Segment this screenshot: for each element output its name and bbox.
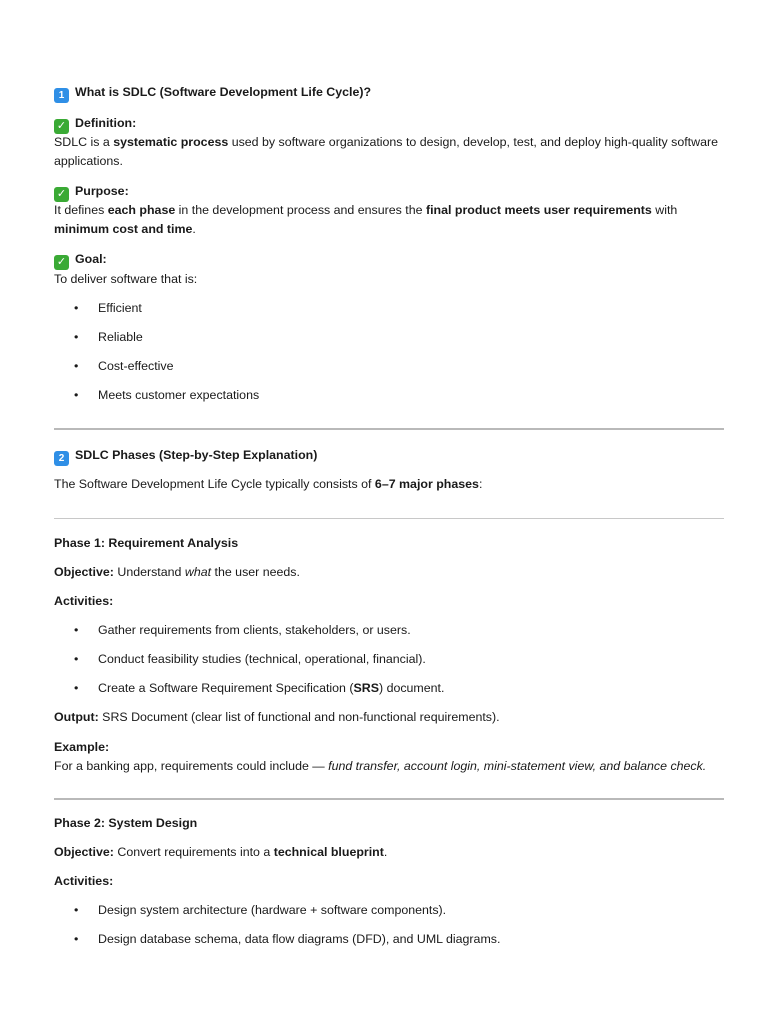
bullet-icon: • <box>74 932 79 946</box>
bullet-icon: • <box>74 359 79 373</box>
phase1-activities-label: Activities: <box>54 594 114 608</box>
phase1-example-text: For a banking app, requirements could include — fund transfer, account login, mini-statement view, and balance check. <box>54 759 707 773</box>
list-item: • Cost-effective <box>74 357 724 376</box>
number-two-badge-icon: 2 <box>54 451 69 466</box>
section1-title: What is SDLC (Software Development Life Cycle)? <box>75 85 372 99</box>
bullet-icon: • <box>74 681 79 695</box>
purpose-label: Purpose: <box>75 184 129 198</box>
list-item: • Reliable <box>74 328 724 347</box>
number-one-badge-icon: 1 <box>54 88 69 103</box>
phase2-activities-label: Activities: <box>54 874 114 888</box>
list-item: • Gather requirements from clients, stakeholders, or users. <box>74 621 724 640</box>
purpose-text: It defines each phase in the development process and ensures the final product meets user requirements with minimum cost and time. <box>54 203 678 236</box>
goal-label: Goal: <box>75 252 107 266</box>
phase1-title: Phase 1: Requirement Analysis <box>54 536 239 550</box>
goal-heading <box>54 250 724 270</box>
bullet-icon: • <box>74 903 79 917</box>
bullet-icon: • <box>74 330 79 344</box>
phase-divider <box>54 798 724 800</box>
bullet-icon: • <box>74 388 79 402</box>
purpose-heading <box>54 182 724 202</box>
list-item: • Design system architecture (hardware + software components). <box>74 901 724 920</box>
phase2-title: Phase 2: System Design <box>54 816 198 830</box>
phase2-objective: Objective: Convert requirements into a technical blueprint. <box>54 845 388 859</box>
list-item: • Efficient <box>74 299 724 318</box>
definition-label: Definition: <box>75 116 137 130</box>
list-item: • Conduct feasibility studies (technical, operational, financial). <box>74 650 724 669</box>
check-mark-icon: ✓ <box>54 255 69 270</box>
section2-title: SDLC Phases (Step-by-Step Explanation) <box>75 448 318 462</box>
list-item: • Create a Software Requirement Specification (SRS) document. <box>74 679 724 698</box>
goal-intro: To deliver software that is: <box>54 272 198 286</box>
bullet-icon: • <box>74 623 79 637</box>
section2-intro: The Software Development Life Cycle typically consists of 6–7 major phases: <box>54 477 483 491</box>
bullet-icon: • <box>74 301 79 315</box>
definition-heading <box>54 114 724 134</box>
phase-divider <box>54 518 724 519</box>
section-divider <box>54 428 724 430</box>
definition-text: SDLC is a systematic process used by software organizations to design, develop, test, and deploy high-quality software applications. <box>54 135 718 168</box>
bullet-icon: • <box>74 652 79 666</box>
check-mark-icon: ✓ <box>54 187 69 202</box>
phase1-objective: Objective: Understand what the user needs. <box>54 565 300 579</box>
check-mark-icon: ✓ <box>54 119 69 134</box>
list-item: • Meets customer expectations <box>74 386 724 405</box>
phase1-output: Output: SRS Document (clear list of functional and non-functional requirements). <box>54 710 500 724</box>
phase1-example-label: Example: <box>54 740 110 754</box>
section1-heading <box>54 83 724 103</box>
section2-heading <box>54 446 724 466</box>
list-item: • Design database schema, data flow diagrams (DFD), and UML diagrams. <box>74 930 724 949</box>
